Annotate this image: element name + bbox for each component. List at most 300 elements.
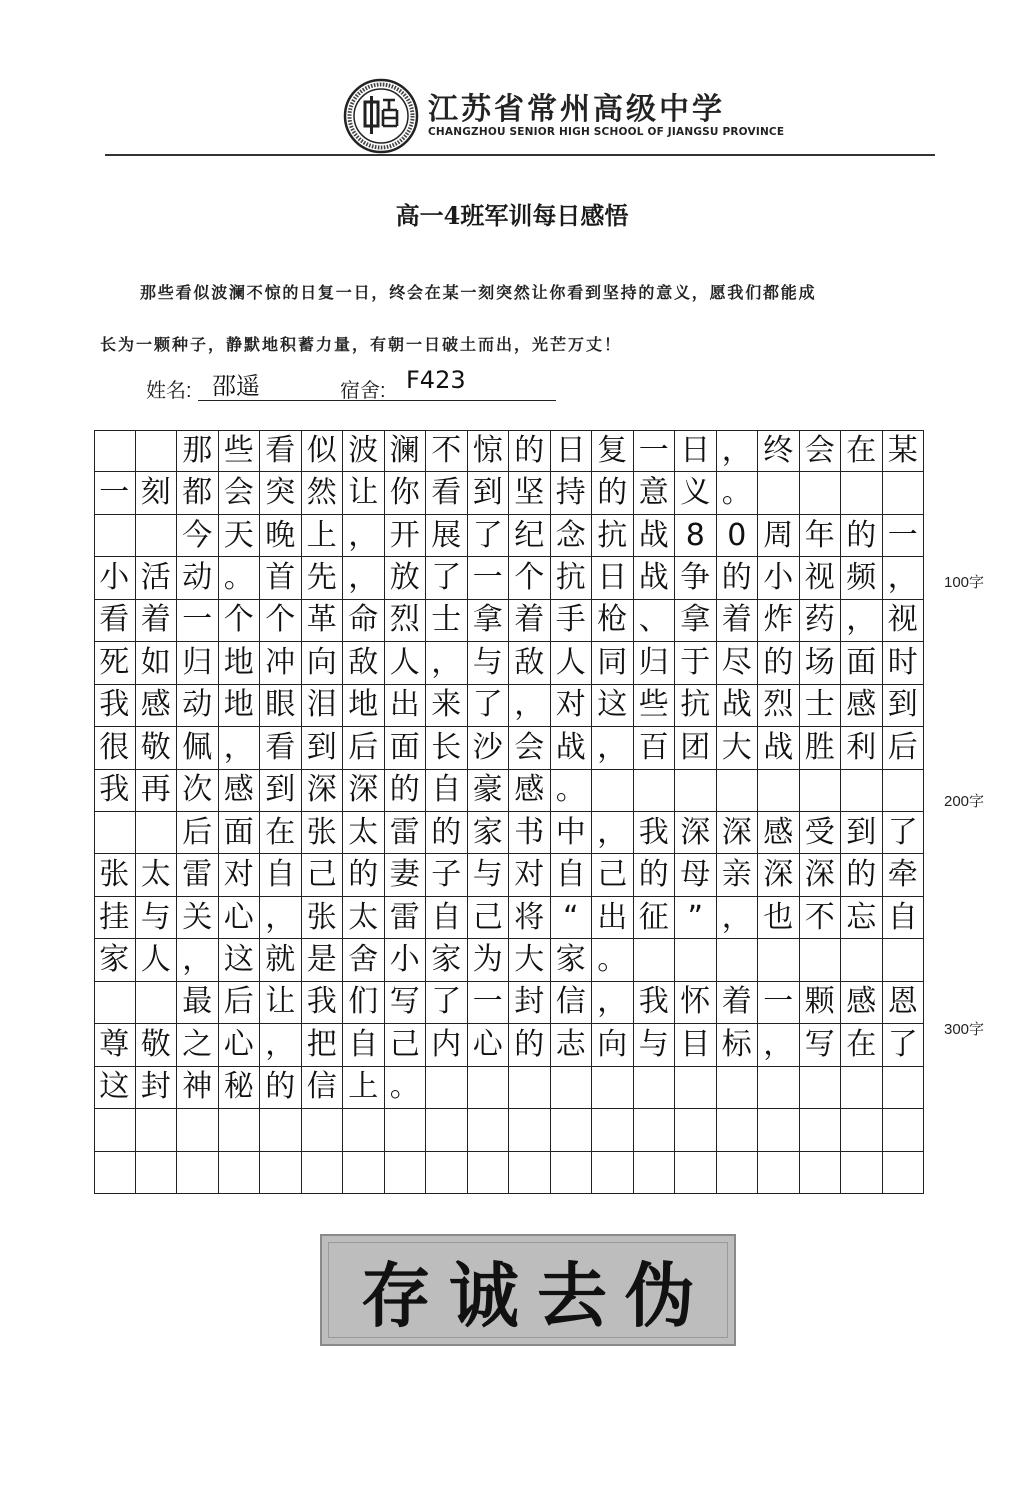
grid-cell: 坚 (509, 472, 551, 514)
grid-cell: 归 (634, 642, 676, 684)
grid-cell (426, 1109, 468, 1151)
grid-cell: 人 (385, 642, 427, 684)
grid-cell: ， (592, 982, 634, 1024)
grid-cell (260, 1152, 302, 1194)
grid-cell: 。 (551, 770, 593, 812)
grid-cell: 天 (219, 515, 261, 557)
grid-cell: ， (883, 557, 925, 599)
grid-cell: 惊 (468, 430, 510, 472)
grid-cell: 就 (260, 939, 302, 981)
grid-cell: ， (717, 897, 759, 939)
grid-cell: 将 (509, 897, 551, 939)
grid-cell: 会 (219, 472, 261, 514)
grid-cell: 敌 (509, 642, 551, 684)
grid-cell: 后 (219, 982, 261, 1024)
grid-cell (551, 1109, 593, 1151)
grid-cell: 心 (468, 1024, 510, 1066)
grid-cell: 自 (426, 897, 468, 939)
grid-cell: 大 (717, 727, 759, 769)
grid-cell: 些 (634, 685, 676, 727)
grid-cell: 敬 (136, 727, 178, 769)
grid-cell: 出 (592, 897, 634, 939)
school-seal-logo (343, 78, 419, 154)
grid-cell: 了 (468, 515, 510, 557)
grid-cell (758, 939, 800, 981)
grid-cell (343, 1109, 385, 1151)
grid-cell: ， (592, 727, 634, 769)
grid-cell: 人 (551, 642, 593, 684)
grid-cell: 战 (758, 727, 800, 769)
grid-cell: ， (717, 430, 759, 472)
grid-cell: 日 (592, 557, 634, 599)
grid-cell: 的 (841, 854, 883, 896)
grid-cell: 最 (177, 982, 219, 1024)
grid-cell (800, 472, 842, 514)
grid-cell: 面 (385, 727, 427, 769)
grid-cell: 个 (219, 600, 261, 642)
grid-cell: 很 (94, 727, 136, 769)
grid-cell: 到 (883, 685, 925, 727)
grid-cell (94, 812, 136, 854)
grid-cell: 对 (551, 685, 593, 727)
grid-cell: 在 (260, 812, 302, 854)
grid-cell: 然 (302, 472, 344, 514)
grid-cell: 母 (675, 854, 717, 896)
grid-cell: 后 (343, 727, 385, 769)
name-value: 邵遥 (212, 372, 260, 400)
grid-cell: 让 (260, 982, 302, 1024)
grid-cell: 让 (343, 472, 385, 514)
grid-cell: 己 (468, 897, 510, 939)
grid-cell: 子 (426, 854, 468, 896)
grid-cell (675, 1152, 717, 1194)
grid-cell (94, 515, 136, 557)
grid-cell (841, 1152, 883, 1194)
grid-cell: 亲 (717, 854, 759, 896)
grid-cell: 些 (219, 430, 261, 472)
grid-cell: 家 (468, 812, 510, 854)
grid-cell: 恩 (883, 982, 925, 1024)
grid-cell: 晚 (260, 515, 302, 557)
grid-cell: ， (426, 642, 468, 684)
grid-cell (758, 1109, 800, 1151)
grid-cell (468, 1067, 510, 1109)
grid-cell: 地 (219, 642, 261, 684)
grid-cell: 我 (634, 812, 676, 854)
grid-cell: ， (260, 1024, 302, 1066)
grid-cell (592, 1109, 634, 1151)
grid-cell: 一 (468, 982, 510, 1024)
grid-cell: 为 (468, 939, 510, 981)
grid-cell: 与 (634, 1024, 676, 1066)
grid-cell (841, 770, 883, 812)
grid-cell (509, 1109, 551, 1151)
grid-cell: 一 (94, 472, 136, 514)
grid-cell: 不 (426, 430, 468, 472)
grid-cell: 来 (426, 685, 468, 727)
grid-cell: 深 (758, 854, 800, 896)
grid-cell: 看 (260, 430, 302, 472)
grid-cell: 内 (426, 1024, 468, 1066)
grid-cell: 大 (509, 939, 551, 981)
grid-cell (94, 982, 136, 1024)
grid-cell: 封 (136, 1067, 178, 1109)
grid-cell: 0 (717, 515, 759, 557)
grid-cell: 心 (219, 897, 261, 939)
grid-cell: 炸 (758, 600, 800, 642)
grid-cell: 信 (551, 982, 593, 1024)
grid-cell: 了 (468, 685, 510, 727)
grid-cell: 周 (758, 515, 800, 557)
grid-cell: 着 (136, 600, 178, 642)
grid-cell (758, 472, 800, 514)
grid-cell: 后 (177, 812, 219, 854)
intro-line-2: 长为一颗种子，静默地积蓄力量，有朝一日破土而出，光芒万丈！ (100, 335, 623, 354)
grid-cell: 与 (468, 642, 510, 684)
grid-cell: 胜 (800, 727, 842, 769)
grid-cell (509, 1067, 551, 1109)
name-label: 姓名: (146, 380, 192, 402)
grid-cell: 尊 (94, 1024, 136, 1066)
grid-cell (883, 770, 925, 812)
grid-cell: 你 (385, 472, 427, 514)
grid-cell: 上 (302, 515, 344, 557)
grid-cell: 妻 (385, 854, 427, 896)
grid-cell: 看 (260, 727, 302, 769)
grid-cell: 的 (260, 1067, 302, 1109)
grid-cell: 与 (468, 854, 510, 896)
grid-cell: 今 (177, 515, 219, 557)
grid-cell: 眼 (260, 685, 302, 727)
grid-cell (758, 1152, 800, 1194)
grid-cell: ， (177, 939, 219, 981)
grid-cell: 战 (634, 557, 676, 599)
grid-cell: 写 (800, 1024, 842, 1066)
grid-cell: 手 (551, 600, 593, 642)
grid-cell: 后 (883, 727, 925, 769)
grid-cell: 怀 (675, 982, 717, 1024)
grid-cell: 感 (841, 685, 883, 727)
grid-cell: 的 (717, 557, 759, 599)
grid-cell: 秘 (219, 1067, 261, 1109)
grid-cell: 感 (219, 770, 261, 812)
grid-cell: 感 (136, 685, 178, 727)
grid-cell: 战 (551, 727, 593, 769)
grid-cell: 着 (717, 600, 759, 642)
grid-cell: 的 (343, 854, 385, 896)
grid-cell (675, 1067, 717, 1109)
grid-cell (800, 939, 842, 981)
grid-cell: 再 (136, 770, 178, 812)
grid-cell (717, 1152, 759, 1194)
grid-cell: “ (551, 897, 593, 939)
grid-cell: 会 (509, 727, 551, 769)
grid-cell (343, 1152, 385, 1194)
grid-cell: 战 (634, 515, 676, 557)
grid-cell: 8 (675, 515, 717, 557)
page-title: 高一4班军训每日感悟 (395, 201, 629, 230)
grid-cell: 写 (385, 982, 427, 1024)
grid-cell: 自 (343, 1024, 385, 1066)
grid-cell: ” (675, 897, 717, 939)
grid-cell: 张 (94, 854, 136, 896)
grid-cell: 深 (675, 812, 717, 854)
grid-cell: 的 (509, 1024, 551, 1066)
grid-cell: 敌 (343, 642, 385, 684)
grid-cell: 泪 (302, 685, 344, 727)
grid-cell: 。 (385, 1067, 427, 1109)
grid-cell (136, 430, 178, 472)
grid-cell: 征 (634, 897, 676, 939)
grid-cell: 雷 (385, 897, 427, 939)
grid-cell (136, 982, 178, 1024)
grid-cell: 一 (177, 600, 219, 642)
grid-cell: 深 (800, 854, 842, 896)
grid-cell (675, 939, 717, 981)
grid-cell: 张 (302, 897, 344, 939)
grid-cell: 们 (343, 982, 385, 1024)
grid-cell: 义 (675, 472, 717, 514)
grid-cell: 同 (592, 642, 634, 684)
grid-cell: 家 (94, 939, 136, 981)
grid-cell: 豪 (468, 770, 510, 812)
grid-cell: 到 (260, 770, 302, 812)
grid-cell: 放 (385, 557, 427, 599)
grid-cell (94, 1109, 136, 1151)
grid-cell (841, 472, 883, 514)
grid-cell: 抗 (675, 685, 717, 727)
grid-cell (551, 1152, 593, 1194)
grid-cell: 的 (634, 854, 676, 896)
grid-cell: 士 (426, 600, 468, 642)
grid-cell: 我 (94, 685, 136, 727)
grid-cell: 个 (260, 600, 302, 642)
grid-cell: 牵 (883, 854, 925, 896)
grid-cell: 开 (385, 515, 427, 557)
grid-cell: 挂 (94, 897, 136, 939)
grid-cell: 我 (94, 770, 136, 812)
grid-cell: 感 (841, 982, 883, 1024)
grid-cell (841, 939, 883, 981)
grid-cell: 这 (592, 685, 634, 727)
grid-cell: 似 (302, 430, 344, 472)
grid-cell: 向 (302, 642, 344, 684)
grid-cell: 先 (302, 557, 344, 599)
grid-cell: 在 (841, 430, 883, 472)
grid-cell (634, 1152, 676, 1194)
grid-cell: 之 (177, 1024, 219, 1066)
grid-cell (717, 1067, 759, 1109)
grid-cell: 神 (177, 1067, 219, 1109)
grid-cell: ， (592, 812, 634, 854)
grid-cell (841, 1109, 883, 1151)
grid-cell (800, 1067, 842, 1109)
grid-cell: 这 (94, 1067, 136, 1109)
school-name-cn: 江苏省常州高级中学 (428, 92, 725, 127)
grid-cell (177, 1152, 219, 1194)
grid-cell: 受 (800, 812, 842, 854)
grid-cell: 的 (426, 812, 468, 854)
grid-cell: 己 (592, 854, 634, 896)
word-count-100: 100字 (944, 574, 985, 591)
grid-cell: 不 (800, 897, 842, 939)
grid-cell: 太 (136, 854, 178, 896)
grid-cell: 次 (177, 770, 219, 812)
grid-cell: 死 (94, 642, 136, 684)
grid-cell: 冲 (260, 642, 302, 684)
grid-cell: 感 (758, 812, 800, 854)
grid-cell (136, 1109, 178, 1151)
grid-cell: ， (343, 557, 385, 599)
grid-cell: 一 (883, 515, 925, 557)
grid-cell: 团 (675, 727, 717, 769)
grid-cell: 的 (841, 515, 883, 557)
grid-cell (509, 1152, 551, 1194)
grid-cell: 的 (385, 770, 427, 812)
grid-cell: 澜 (385, 430, 427, 472)
grid-cell (634, 939, 676, 981)
grid-cell: 、 (634, 600, 676, 642)
grid-cell: 终 (758, 430, 800, 472)
grid-cell: 书 (509, 812, 551, 854)
grid-cell: 。 (592, 939, 634, 981)
grid-cell: 利 (841, 727, 883, 769)
grid-cell: 着 (509, 600, 551, 642)
grid-cell (551, 1067, 593, 1109)
grid-cell: 的 (758, 642, 800, 684)
grid-cell: 家 (426, 939, 468, 981)
grid-cell (717, 939, 759, 981)
grid-cell: 我 (634, 982, 676, 1024)
grid-cell: 自 (426, 770, 468, 812)
grid-cell: 烈 (758, 685, 800, 727)
grid-cell: 己 (385, 1024, 427, 1066)
grid-cell (883, 1067, 925, 1109)
grid-cell: 波 (343, 430, 385, 472)
grid-cell: 首 (260, 557, 302, 599)
grid-cell: 佩 (177, 727, 219, 769)
grid-cell: 舍 (343, 939, 385, 981)
grid-cell: 志 (551, 1024, 593, 1066)
grid-cell (94, 1152, 136, 1194)
grid-cell: ， (841, 600, 883, 642)
grid-cell: 念 (551, 515, 593, 557)
grid-cell: 一 (758, 982, 800, 1024)
grid-cell (800, 770, 842, 812)
grid-cell (883, 939, 925, 981)
grid-cell: 药 (800, 600, 842, 642)
grid-cell: 某 (883, 430, 925, 472)
grid-cell (883, 1109, 925, 1151)
grid-cell (717, 770, 759, 812)
word-count-300: 300字 (944, 1021, 985, 1038)
grid-cell: 雷 (177, 854, 219, 896)
grid-cell: 归 (177, 642, 219, 684)
word-count-200: 200字 (944, 793, 985, 810)
grid-cell: 抗 (592, 515, 634, 557)
grid-cell: ， (343, 515, 385, 557)
grid-cell: 封 (509, 982, 551, 1024)
grid-cell: 革 (302, 600, 344, 642)
grid-cell (219, 1152, 261, 1194)
grid-cell: 抗 (551, 557, 593, 599)
grid-cell (385, 1152, 427, 1194)
grid-cell: 动 (177, 557, 219, 599)
grid-cell (468, 1152, 510, 1194)
grid-cell (883, 472, 925, 514)
grid-cell: 日 (551, 430, 593, 472)
grid-cell (177, 1109, 219, 1151)
grid-cell: 深 (717, 812, 759, 854)
grid-cell: 的 (509, 430, 551, 472)
grid-cell: 着 (717, 982, 759, 1024)
grid-cell (758, 1067, 800, 1109)
grid-cell (136, 515, 178, 557)
grid-cell: 枪 (592, 600, 634, 642)
grid-cell: 拿 (468, 600, 510, 642)
grid-cell: 年 (800, 515, 842, 557)
grid-cell: 争 (675, 557, 717, 599)
grid-cell: 颗 (800, 982, 842, 1024)
grid-cell (136, 1152, 178, 1194)
grid-cell: 深 (343, 770, 385, 812)
grid-cell (883, 1152, 925, 1194)
grid-cell: 动 (177, 685, 219, 727)
grid-cell: ， (219, 727, 261, 769)
grid-cell: 尽 (717, 642, 759, 684)
grid-cell (634, 1109, 676, 1151)
grid-cell: 突 (260, 472, 302, 514)
grid-cell (94, 430, 136, 472)
grid-cell: 信 (302, 1067, 344, 1109)
grid-cell: 在 (841, 1024, 883, 1066)
grid-cell: 了 (426, 557, 468, 599)
grid-cell: 心 (219, 1024, 261, 1066)
grid-cell: 。 (219, 557, 261, 599)
grid-cell: 自 (883, 897, 925, 939)
grid-cell: 家 (551, 939, 593, 981)
grid-cell: 到 (841, 812, 883, 854)
grid-cell: 己 (302, 854, 344, 896)
grid-cell: 持 (551, 472, 593, 514)
grid-cell: 关 (177, 897, 219, 939)
grid-cell: 对 (219, 854, 261, 896)
dorm-value: F423 (406, 366, 466, 394)
grid-cell: 出 (385, 685, 427, 727)
grid-cell: 烈 (385, 600, 427, 642)
grid-cell: 沙 (468, 727, 510, 769)
grid-cell (219, 1109, 261, 1151)
grid-cell: ， (260, 897, 302, 939)
grid-cell: 面 (841, 642, 883, 684)
grid-cell (800, 1109, 842, 1151)
grid-cell: 看 (94, 600, 136, 642)
grid-cell (675, 770, 717, 812)
grid-cell: 向 (592, 1024, 634, 1066)
grid-cell: 小 (94, 557, 136, 599)
grid-cell: 这 (219, 939, 261, 981)
grid-cell: 了 (426, 982, 468, 1024)
grid-cell: 忘 (841, 897, 883, 939)
motto-text: 存诚去伪 (361, 1253, 713, 1337)
grid-cell: 上 (343, 1067, 385, 1109)
letterhead (0, 70, 1024, 160)
grid-cell: 。 (717, 472, 759, 514)
dorm-underline (396, 400, 556, 401)
grid-cell: 日 (675, 430, 717, 472)
grid-cell: 小 (385, 939, 427, 981)
motto-stamp (320, 1234, 736, 1346)
